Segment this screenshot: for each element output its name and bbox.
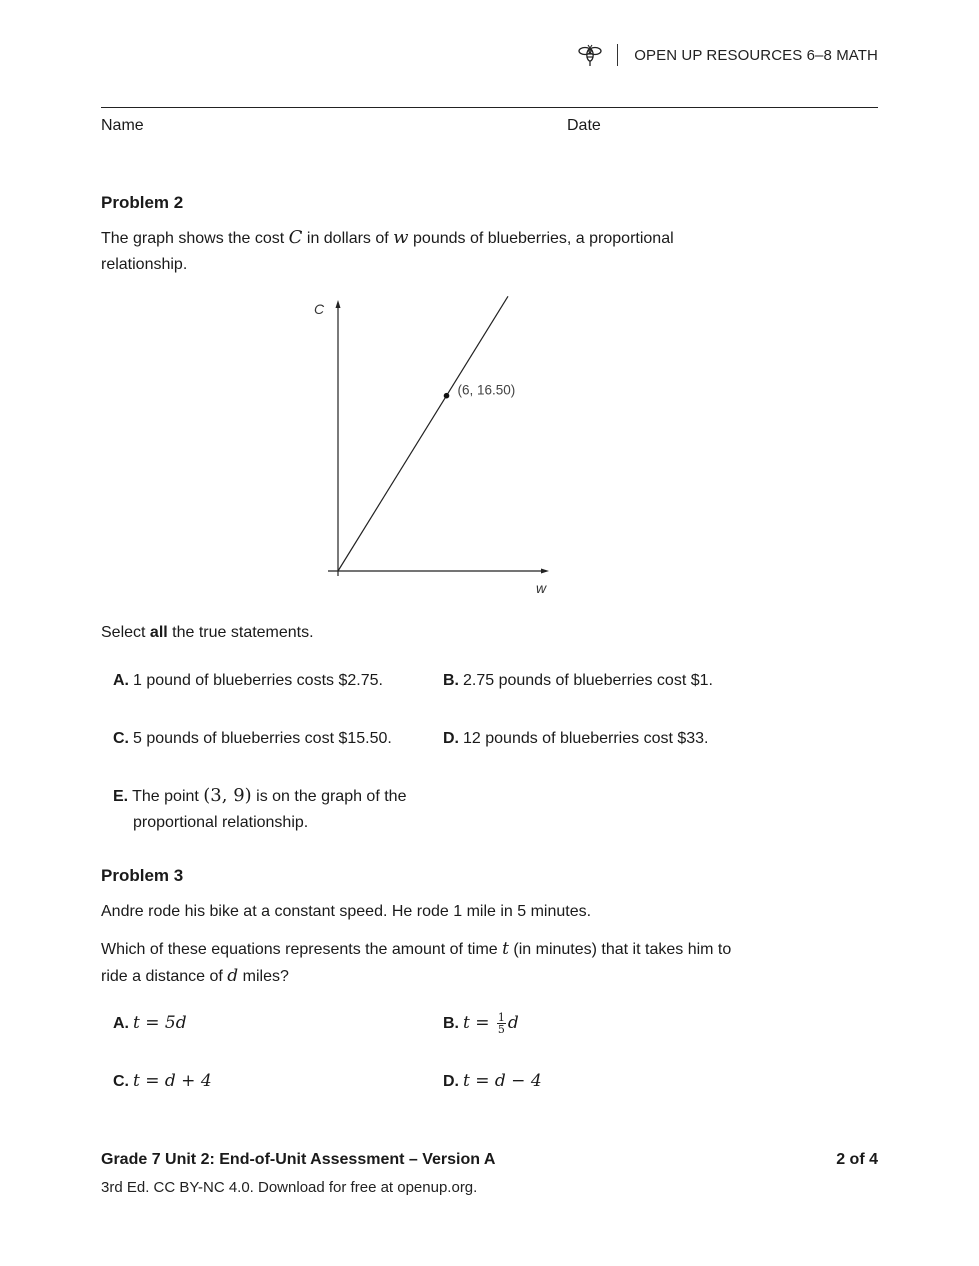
choice-3a[interactable] xyxy=(113,1010,187,1037)
equation-rhs: d xyxy=(507,1013,519,1033)
instruction-bold: all xyxy=(149,624,168,641)
choice-3c[interactable] xyxy=(113,1068,212,1095)
page-header xyxy=(577,42,878,68)
page-number: 2 of 4 xyxy=(836,1151,878,1168)
instruction-text: Select xyxy=(101,624,150,641)
header-divider xyxy=(617,44,618,66)
fraction-numerator: 1 xyxy=(497,1011,505,1025)
date-label: Date xyxy=(567,117,601,134)
choice-text: 12 pounds of blueberries cost $33. xyxy=(463,730,709,747)
var-c: C xyxy=(288,227,303,248)
bee-icon xyxy=(577,42,603,68)
choice-letter: A. xyxy=(113,1015,129,1032)
stem-text: in dollars of xyxy=(302,230,394,247)
equation: t = 5d xyxy=(133,1013,187,1033)
choice-text: The point xyxy=(132,788,204,805)
stem-text: (in minutes) that it takes him to ride a distance of xyxy=(101,941,732,985)
problem-3-stem-1: Andre rode his bike at a constant speed. He rode 1 mile in 5 minutes. xyxy=(101,903,592,920)
choice-text: 1 pound of blueberries costs $2.75. xyxy=(133,672,383,689)
stem-text: Which of these equations represents the amount of time xyxy=(101,941,503,958)
var-d: d xyxy=(227,966,239,986)
choice-letter: C. xyxy=(113,730,129,747)
problem-2-stem xyxy=(101,225,761,278)
license-text: 3rd Ed. CC BY-NC 4.0. Download for free at openup.org. xyxy=(101,1179,478,1196)
name-label: Name xyxy=(101,117,144,134)
stem-text: pounds of blueberries, a proportional relationship. xyxy=(101,230,674,273)
choice-letter: B. xyxy=(443,672,459,689)
data-point xyxy=(444,393,450,399)
choice-2c[interactable] xyxy=(113,726,392,752)
choice-text: is on the graph of the proportional relationship. xyxy=(133,788,407,831)
instruction-text: the true statements. xyxy=(167,624,314,641)
problem-2-title: Problem 2 xyxy=(101,193,184,212)
point-math: (3, 9) xyxy=(203,785,252,806)
var-w: w xyxy=(393,227,409,248)
equation-lhs: t = xyxy=(463,1013,495,1033)
choice-2e[interactable] xyxy=(113,783,433,836)
problem-3-stem-2 xyxy=(101,936,761,990)
choice-2a[interactable] xyxy=(113,668,383,694)
choice-3b[interactable] xyxy=(443,1010,519,1037)
choice-letter: E. xyxy=(113,788,129,805)
choice-letter: D. xyxy=(443,730,459,747)
fraction-denominator: 5 xyxy=(497,1023,505,1037)
choice-letter: D. xyxy=(443,1073,459,1090)
choice-2d[interactable] xyxy=(443,726,709,752)
problem-2-instruction xyxy=(101,620,761,646)
choice-3d[interactable] xyxy=(443,1068,542,1095)
brand-name: OPEN UP RESOURCES 6–8 MATH xyxy=(634,46,878,64)
choice-text: 5 pounds of blueberries cost $15.50. xyxy=(133,730,392,747)
fraction xyxy=(497,1012,506,1035)
point-label: (6, 16.50) xyxy=(457,382,516,398)
y-axis-label: C xyxy=(314,301,325,317)
problem-3-title: Problem 3 xyxy=(101,866,184,885)
proportional-graph xyxy=(300,290,580,610)
x-axis-label: w xyxy=(536,580,547,596)
choice-text: 2.75 pounds of blueberries cost $1. xyxy=(463,672,713,689)
name-line xyxy=(101,107,878,108)
equation: t = d + 4 xyxy=(133,1071,212,1091)
footer-title: Grade 7 Unit 2: End-of-Unit Assessment – Version A xyxy=(101,1151,496,1168)
x-axis-arrow xyxy=(541,569,549,574)
stem-text: miles? xyxy=(238,968,289,985)
choice-letter: C. xyxy=(113,1073,129,1090)
stem-text: The graph shows the cost xyxy=(101,230,289,247)
equation: t = d − 4 xyxy=(463,1071,542,1091)
var-t: t xyxy=(502,939,509,959)
choice-letter: B. xyxy=(443,1015,459,1032)
choice-letter: A. xyxy=(113,672,129,689)
choice-2b[interactable] xyxy=(443,668,713,694)
series-line xyxy=(338,296,508,571)
y-axis-arrow xyxy=(336,300,341,308)
